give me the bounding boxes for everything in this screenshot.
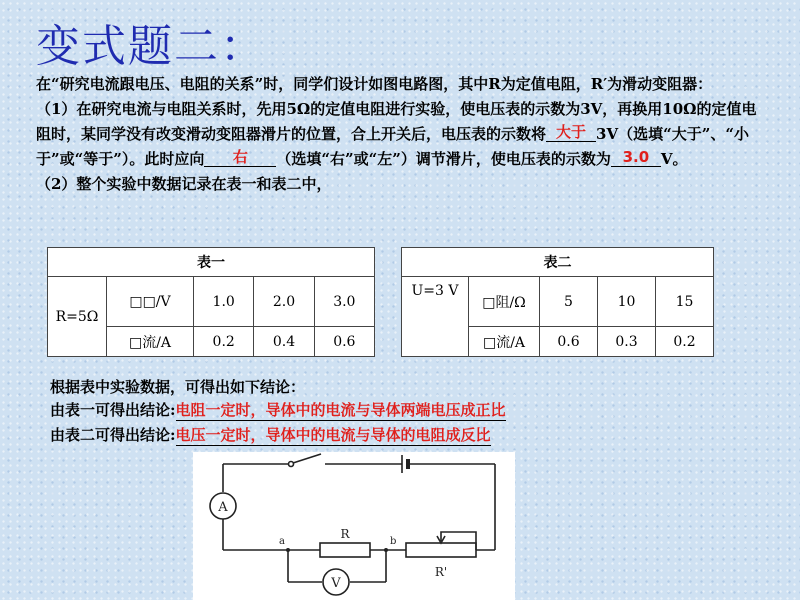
problem-text <box>36 72 766 197</box>
switch-icon <box>293 454 321 463</box>
table-two-condition: U=3 V <box>402 277 469 357</box>
resistor-label: R <box>340 527 350 541</box>
junction-dot <box>286 548 290 552</box>
ammeter-label: A <box>218 500 228 515</box>
table-cell: 10 <box>598 277 656 327</box>
slide-title: 变式题二： <box>36 21 266 72</box>
voltmeter-label: V <box>331 576 341 591</box>
conclusion-two-label: 由表二可得出结论: <box>50 426 176 444</box>
conclusion-two <box>50 424 491 445</box>
node-a-label: a <box>279 536 285 547</box>
table-cell: 0.2 <box>656 327 714 357</box>
circuit-diagram <box>193 452 515 600</box>
table-cell: 5 <box>540 277 598 327</box>
answer-blank-3: 3.0 <box>611 148 661 167</box>
table-cell: 2.0 <box>254 277 314 327</box>
node-b-label: b <box>390 536 397 547</box>
table-cell: 1.0 <box>194 277 254 327</box>
table-one-row1-label: □□/V <box>107 277 194 327</box>
answer-blank-1: 大于 <box>546 123 596 142</box>
conclusion-one <box>50 399 506 420</box>
rheostat-icon <box>406 543 476 557</box>
table-two-row2-label: □流/A <box>469 327 540 357</box>
rheostat-label: R' <box>434 565 448 579</box>
table-one-condition: R=5Ω <box>48 277 107 357</box>
table-cell: 15 <box>656 277 714 327</box>
table-one <box>47 247 375 357</box>
table-cell: 0.3 <box>598 327 656 357</box>
conclusion-one-label: 由表一可得出结论: <box>50 401 176 419</box>
table-two-caption: 表二 <box>402 248 714 277</box>
table-cell: 0.6 <box>314 327 374 357</box>
table-one-row2-label: □流/A <box>107 327 194 357</box>
table-two <box>401 247 714 357</box>
table-one-caption: 表一 <box>48 248 375 277</box>
intro-text: 在“研究电流跟电压、电阻的关系”时，同学们设计如图电路图，其中R为定值电阻，R′为滑动变阻器： <box>36 75 713 93</box>
table-cell: 0.2 <box>194 327 254 357</box>
resistor-icon <box>320 543 370 557</box>
q1-text-b: 3V（选填“大于”、“小于”或“等于”）。此时应向 <box>36 125 749 168</box>
conclusion-lead: 根据表中实验数据，可得出如下结论： <box>50 378 306 396</box>
conclusion-one-answer: 电阻一定时，导体中的电流与导体两端电压成正比 <box>175 401 506 419</box>
q2-text: （2）整个实验中数据记录在表一和表二中， <box>36 175 332 193</box>
q1-text-d: V。 <box>660 150 688 168</box>
table-two-row1-label: □阻/Ω <box>469 277 540 327</box>
switch-contact <box>289 462 294 467</box>
table-cell: 0.4 <box>254 327 314 357</box>
junction-dot <box>384 548 388 552</box>
answer-blank-2: 右 <box>204 148 276 167</box>
table-cell: 3.0 <box>314 277 374 327</box>
conclusion-two-answer: 电压一定时，导体中的电流与导体的电阻成反比 <box>175 426 491 444</box>
q1-text-a: （1）在研究电流与电阻关系时，先用5Ω的定值电阻进行实验，使电压表的示数为3V，再换用10Ω的定值电阻时，某同学没有改变滑动变阻器滑片的位置，合上开关后，电压表的示数将 <box>36 100 757 143</box>
slider-wire <box>441 532 476 550</box>
q1-text-c: （选填“右”或“左”）调节滑片，使电压表的示数为 <box>276 150 611 168</box>
table-cell: 0.6 <box>540 327 598 357</box>
